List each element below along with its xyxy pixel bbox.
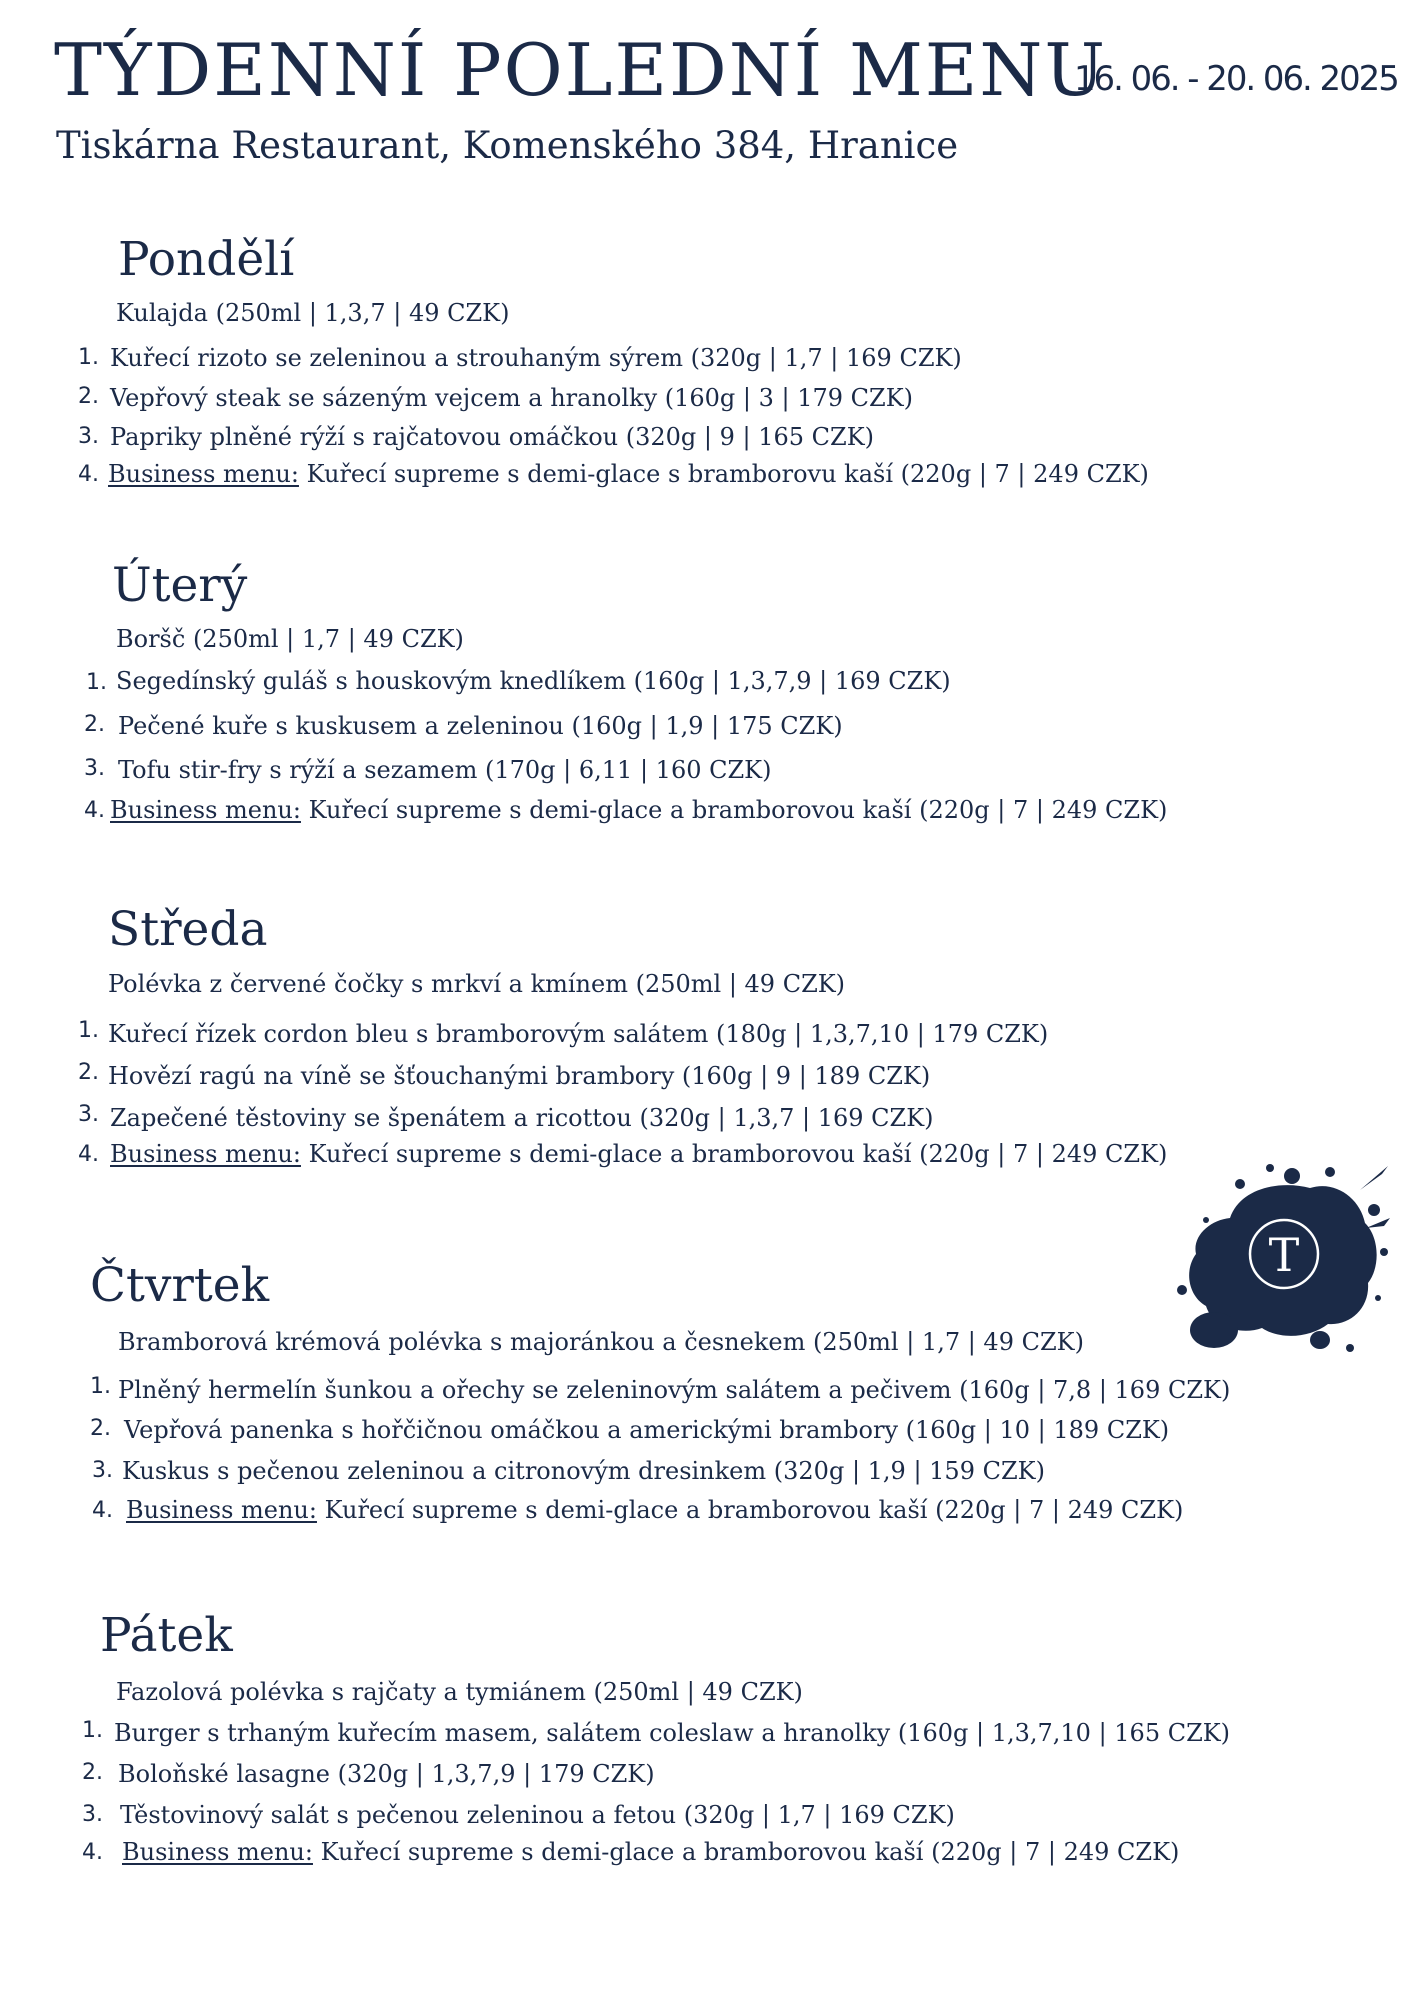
item-number: 3. (92, 1458, 113, 1483)
item-number: 1. (86, 670, 107, 695)
menu-item-business (110, 793, 1167, 827)
item-number: 3. (84, 756, 105, 781)
business-menu-label: Business menu: (126, 1496, 317, 1524)
item-number: 3. (78, 424, 99, 449)
item-number: 1. (78, 1018, 99, 1043)
day-title: Pondělí (118, 232, 295, 287)
business-menu-label: Business menu: (110, 796, 301, 824)
menu-item: Kuřecí rizoto se zeleninou a strouhaným sýrem (320g | 1,7 | 169 CZK) (110, 344, 962, 372)
item-number: 4. (78, 1142, 99, 1167)
menu-item: Kuřecí řízek cordon bleu s bramborovým salátem (180g | 1,3,7,10 | 179 CZK) (108, 1020, 1049, 1048)
menu-item: Plněný hermelín šunkou a ořechy se zeleninovým salátem a pečivem (160g | 7,8 | 169 CZK) (118, 1376, 1231, 1404)
business-menu-label: Business menu: (122, 1838, 313, 1866)
item-number: 1. (78, 345, 99, 370)
menu-item: Hovězí ragú na víně se šťouchanými brambory (160g | 9 | 189 CZK) (108, 1062, 931, 1090)
business-menu-text: Kuřecí supreme s demi-glace a bramborovou kaší (220g | 7 | 249 CZK) (316, 1496, 1184, 1524)
menu-item: Zapečené těstoviny se špenátem a ricottou (320g | 1,3,7 | 169 CZK) (110, 1104, 934, 1132)
item-number: 4. (78, 462, 99, 487)
soup-item: Polévka z červené čočky s mrkví a kmínem (250ml | 49 CZK) (108, 970, 846, 998)
business-menu-text: Kuřecí supreme s demi-glace s bramborovu kaší (220g | 7 | 249 CZK) (298, 460, 1149, 488)
menu-item-business (110, 1137, 1167, 1171)
item-number: 3. (78, 1102, 99, 1127)
tiskarna-logo (1170, 1158, 1392, 1364)
menu-item-business (108, 457, 1149, 491)
menu-item: Burger s trhaným kuřecím masem, salátem coleslaw a hranolky (160g | 1,3,7,10 | 165 CZK) (114, 1719, 1231, 1747)
business-menu-text: Kuřecí supreme s demi-glace a bramborovou kaší (220g | 7 | 249 CZK) (312, 1838, 1180, 1866)
menu-item: Pečené kuře s kuskusem a zeleninou (160g | 1,9 | 175 CZK) (118, 712, 843, 740)
menu-item: Boloňské lasagne (320g | 1,3,7,9 | 179 CZK) (118, 1760, 655, 1788)
item-number: 3. (82, 1802, 103, 1827)
item-number: 4. (92, 1498, 113, 1523)
menu-item: Vepřová panenka s hořčičnou omáčkou a americkými brambory (160g | 10 | 189 CZK) (124, 1416, 1170, 1444)
date-range: 16. 06. - 20. 06. 2025 (1074, 59, 1398, 98)
business-menu-text: Kuřecí supreme s demi-glace a bramborovou kaší (220g | 7 | 249 CZK) (300, 1140, 1168, 1168)
soup-item: Bramborová krémová polévka s majoránkou a česnekem (250ml | 1,7 | 49 CZK) (118, 1328, 1084, 1356)
restaurant-address: Tiskárna Restaurant, Komenského 384, Hranice (56, 124, 959, 167)
page-title: TÝDENNÍ POLEDNÍ MENU (54, 28, 1108, 112)
item-number: 4. (84, 798, 105, 823)
day-title: Čtvrtek (90, 1258, 270, 1313)
item-number: 1. (82, 1718, 103, 1743)
day-title: Pátek (100, 1608, 233, 1663)
item-number: 2. (90, 1416, 111, 1441)
day-title: Úterý (112, 558, 248, 613)
item-number: 1. (90, 1374, 111, 1399)
menu-item: Tofu stir-fry s rýží a sezamem (170g | 6,11 | 160 CZK) (118, 756, 772, 784)
menu-item: Segedínský guláš s houskovým knedlíkem (160g | 1,3,7,9 | 169 CZK) (116, 667, 951, 695)
item-number: 2. (78, 1060, 99, 1085)
business-menu-text: Kuřecí supreme s demi-glace a bramborovou kaší (220g | 7 | 249 CZK) (300, 796, 1168, 824)
soup-item: Boršč (250ml | 1,7 | 49 CZK) (116, 625, 464, 653)
business-menu-label: Business menu: (108, 460, 299, 488)
business-menu-label: Business menu: (110, 1140, 301, 1168)
menu-item: Vepřový steak se sázeným vejcem a hranolky (160g | 3 | 179 CZK) (110, 384, 914, 412)
item-number: 2. (84, 712, 105, 737)
menu-item: Těstovinový salát s pečenou zeleninou a fetou (320g | 1,7 | 169 CZK) (120, 1801, 955, 1829)
item-number: 2. (78, 384, 99, 409)
soup-item: Fazolová polévka s rajčaty a tymiánem (250ml | 49 CZK) (116, 1678, 803, 1706)
day-title: Středa (108, 902, 268, 957)
soup-item: Kulajda (250ml | 1,3,7 | 49 CZK) (116, 299, 510, 327)
menu-item: Kuskus s pečenou zeleninou a citronovým dresinkem (320g | 1,9 | 159 CZK) (122, 1457, 1045, 1485)
menu-item-business (126, 1493, 1183, 1527)
item-number: 4. (82, 1840, 103, 1865)
item-number: 2. (82, 1760, 103, 1785)
menu-item-business (122, 1835, 1179, 1869)
logo-letter: T (1268, 1228, 1300, 1282)
menu-item: Papriky plněné rýží s rajčatovou omáčkou (320g | 9 | 165 CZK) (110, 423, 874, 451)
